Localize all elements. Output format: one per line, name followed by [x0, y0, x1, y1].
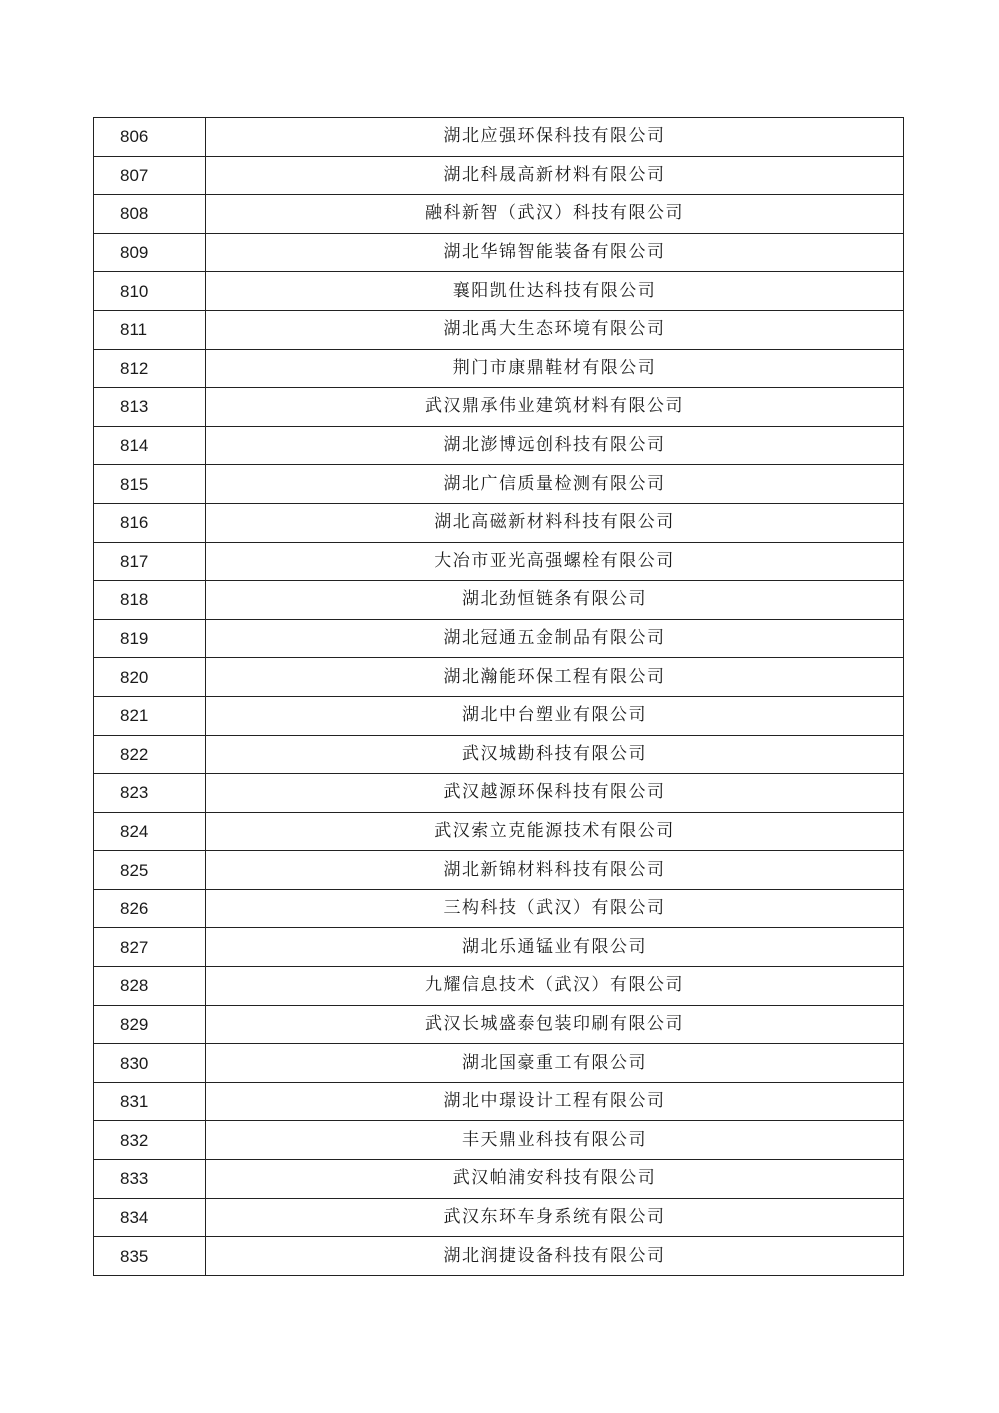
row-number: 827 [94, 928, 206, 967]
company-name: 湖北广信质量检测有限公司 [206, 465, 904, 504]
table-row [94, 1198, 904, 1237]
row-number: 809 [94, 233, 206, 272]
company-name: 武汉索立克能源技术有限公司 [206, 812, 904, 851]
table-row [94, 503, 904, 542]
company-name: 武汉城勘科技有限公司 [206, 735, 904, 774]
row-number: 831 [94, 1082, 206, 1121]
table-row [94, 272, 904, 311]
row-number: 823 [94, 774, 206, 813]
company-name: 湖北中台塑业有限公司 [206, 696, 904, 735]
table-row [94, 812, 904, 851]
company-name: 湖北新锦材料科技有限公司 [206, 851, 904, 890]
row-number: 811 [94, 310, 206, 349]
table-row [94, 426, 904, 465]
row-number: 812 [94, 349, 206, 388]
row-number: 818 [94, 581, 206, 620]
row-number: 825 [94, 851, 206, 890]
company-name: 丰天鼎业科技有限公司 [206, 1121, 904, 1160]
row-number: 833 [94, 1160, 206, 1199]
table-row [94, 619, 904, 658]
table-row [94, 928, 904, 967]
row-number: 820 [94, 658, 206, 697]
table-row [94, 542, 904, 581]
row-number: 834 [94, 1198, 206, 1237]
row-number: 821 [94, 696, 206, 735]
row-number: 830 [94, 1044, 206, 1083]
company-name: 武汉越源环保科技有限公司 [206, 774, 904, 813]
company-name: 武汉东环车身系统有限公司 [206, 1198, 904, 1237]
row-number: 828 [94, 967, 206, 1006]
row-number: 814 [94, 426, 206, 465]
company-name: 湖北澎博远创科技有限公司 [206, 426, 904, 465]
row-number: 813 [94, 388, 206, 427]
row-number: 835 [94, 1237, 206, 1276]
table-row [94, 1044, 904, 1083]
table-row [94, 233, 904, 272]
row-number: 824 [94, 812, 206, 851]
row-number: 817 [94, 542, 206, 581]
row-number: 816 [94, 503, 206, 542]
company-name: 武汉帕浦安科技有限公司 [206, 1160, 904, 1199]
table-row [94, 1237, 904, 1276]
company-name: 湖北禹大生态环境有限公司 [206, 310, 904, 349]
company-name: 湖北华锦智能装备有限公司 [206, 233, 904, 272]
company-name: 湖北瀚能环保工程有限公司 [206, 658, 904, 697]
table-row [94, 156, 904, 195]
row-number: 806 [94, 118, 206, 157]
table-row [94, 889, 904, 928]
row-number: 807 [94, 156, 206, 195]
table-row [94, 851, 904, 890]
table-row [94, 967, 904, 1006]
company-name: 湖北科晟高新材料有限公司 [206, 156, 904, 195]
table-row [94, 658, 904, 697]
table-row [94, 696, 904, 735]
company-name: 湖北乐通锰业有限公司 [206, 928, 904, 967]
row-number: 808 [94, 195, 206, 234]
company-list-table [93, 117, 904, 1276]
table-row [94, 1121, 904, 1160]
row-number: 819 [94, 619, 206, 658]
table-row [94, 774, 904, 813]
row-number: 810 [94, 272, 206, 311]
company-name: 大冶市亚光高强螺栓有限公司 [206, 542, 904, 581]
table-row [94, 118, 904, 157]
company-name: 湖北冠通五金制品有限公司 [206, 619, 904, 658]
table-row [94, 581, 904, 620]
table-row [94, 388, 904, 427]
company-name: 融科新智（武汉）科技有限公司 [206, 195, 904, 234]
company-name: 武汉鼎承伟业建筑材料有限公司 [206, 388, 904, 427]
table-row [94, 349, 904, 388]
company-name: 湖北国豪重工有限公司 [206, 1044, 904, 1083]
company-name: 三构科技（武汉）有限公司 [206, 889, 904, 928]
row-number: 822 [94, 735, 206, 774]
table-row [94, 310, 904, 349]
table-row [94, 735, 904, 774]
table-row [94, 195, 904, 234]
company-name: 湖北劲恒链条有限公司 [206, 581, 904, 620]
company-name: 襄阳凯仕达科技有限公司 [206, 272, 904, 311]
table-row [94, 465, 904, 504]
company-name: 湖北润捷设备科技有限公司 [206, 1237, 904, 1276]
company-name: 湖北应强环保科技有限公司 [206, 118, 904, 157]
company-name: 九耀信息技术（武汉）有限公司 [206, 967, 904, 1006]
company-name: 荆门市康鼎鞋材有限公司 [206, 349, 904, 388]
table-body [94, 118, 904, 1276]
table-row [94, 1082, 904, 1121]
company-name: 湖北中璟设计工程有限公司 [206, 1082, 904, 1121]
company-name: 武汉长城盛泰包装印刷有限公司 [206, 1005, 904, 1044]
company-name: 湖北高磁新材料科技有限公司 [206, 503, 904, 542]
table-row [94, 1005, 904, 1044]
row-number: 826 [94, 889, 206, 928]
row-number: 829 [94, 1005, 206, 1044]
table-row [94, 1160, 904, 1199]
row-number: 832 [94, 1121, 206, 1160]
row-number: 815 [94, 465, 206, 504]
